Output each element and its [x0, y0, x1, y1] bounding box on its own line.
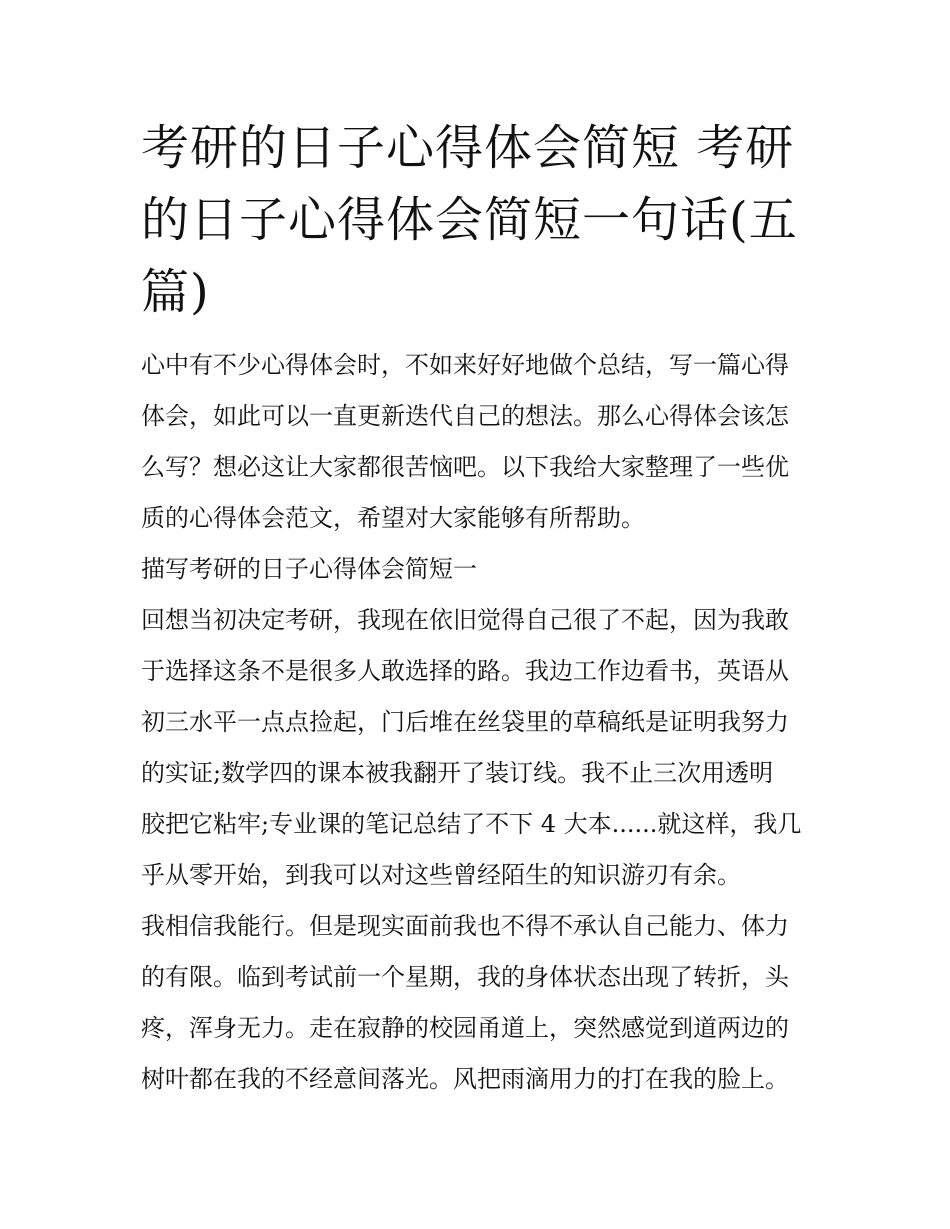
section-heading: 描写考研的日子心得体会简短一	[141, 555, 477, 583]
paragraph-line: 乎从零开始，到我可以对这些曾经陌生的知识游刃有余。	[141, 861, 741, 889]
paragraph-line: 胶把它粘牢;专业课的笔记总结了不下 4 大本......就这样，我几	[141, 810, 802, 838]
document-title	[141, 112, 811, 328]
document-body	[141, 340, 811, 1105]
paragraph-line: 树叶都在我的不经意间落光。风把雨滴用力的打在我的脸上。	[141, 1065, 789, 1093]
paragraph-line: 疼，浑身无力。走在寂静的校园甬道上，突然感觉到道两边的	[141, 1014, 789, 1042]
intro-line: 心中有不少心得体会时，不如来好好地做个总结，写一篇心得	[141, 351, 789, 379]
title-line: 考研的日子心得体会简短 考研	[141, 120, 795, 176]
title-line: 篇)	[141, 264, 210, 320]
paragraph-line: 的实证;数学四的课本被我翻开了装订线。我不止三次用透明	[141, 759, 774, 787]
intro-line: 体会，如此可以一直更新迭代自己的想法。那么心得体会该怎	[141, 402, 789, 430]
intro-line: 么写？想必这让大家都很苦恼吧。以下我给大家整理了一些优	[141, 453, 789, 481]
document-content	[141, 112, 811, 1105]
paragraph-line: 初三水平一点点捡起，门后堆在丝袋里的草稿纸是证明我努力	[141, 708, 789, 736]
paragraph-line: 我相信我能行。但是现实面前我也不得不承认自己能力、体力	[141, 912, 789, 940]
intro-line: 质的心得体会范文，希望对大家能够有所帮助。	[141, 504, 645, 532]
paragraph-line: 的有限。临到考试前一个星期，我的身体状态出现了转折，头	[141, 963, 789, 991]
paragraph-line: 于选择这条不是很多人敢选择的路。我边工作边看书，英语从	[141, 657, 789, 685]
paragraph-line: 回想当初决定考研，我现在依旧觉得自己很了不起，因为我敢	[141, 606, 789, 634]
title-line: 的日子心得体会简短一句话(五	[141, 192, 798, 248]
